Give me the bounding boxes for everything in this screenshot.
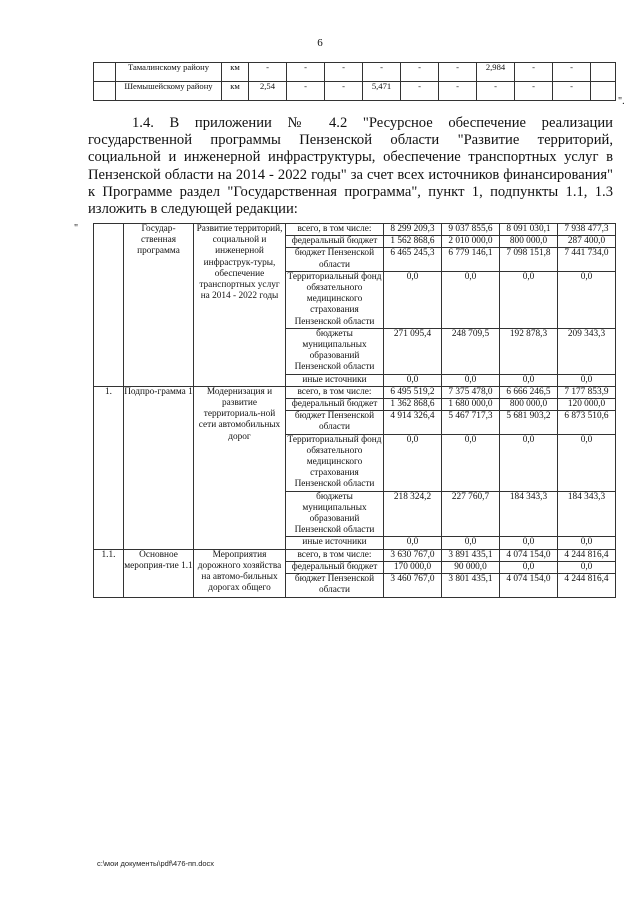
amount-cell: 6 495 519,2 [384, 386, 442, 398]
value-cell: - [439, 63, 477, 82]
funding-source: бюджеты муниципальных образований Пензенской области [286, 491, 384, 537]
amount-cell: 0,0 [500, 537, 558, 549]
amount-cell: 0,0 [558, 374, 616, 386]
amount-cell: 8 091 030,1 [500, 224, 558, 236]
amount-cell: 6 465 245,3 [384, 248, 442, 271]
amount-cell: 0,0 [442, 434, 500, 491]
amount-cell: 0,0 [442, 271, 500, 328]
value-cell: - [515, 82, 553, 101]
amount-cell: 0,0 [384, 537, 442, 549]
amount-cell: 227 760,7 [442, 491, 500, 537]
amendment-paragraph [88, 115, 613, 218]
amount-cell: 6 779 146,1 [442, 248, 500, 271]
amount-cell: 0,0 [384, 271, 442, 328]
funding-source: иные источники [286, 537, 384, 549]
amount-cell: 0,0 [500, 561, 558, 573]
empty-cell [94, 82, 116, 101]
item-number: 1.1. [94, 549, 124, 597]
empty-cell [94, 63, 116, 82]
funding-source: иные источники [286, 374, 384, 386]
amount-cell: 0,0 [558, 434, 616, 491]
value-cell: 2,984 [477, 63, 515, 82]
amount-cell: 800 000,0 [500, 236, 558, 248]
amount-cell: 0,0 [500, 374, 558, 386]
amount-cell: 5 467 717,3 [442, 411, 500, 434]
opening-quote: " [74, 223, 79, 234]
amount-cell: 2 010 000,0 [442, 236, 500, 248]
amount-cell: 7 375 478,0 [442, 386, 500, 398]
resource-row [94, 386, 616, 398]
amount-cell: 184 343,3 [558, 491, 616, 537]
value-cell: - [553, 63, 591, 82]
empty-cell [591, 63, 616, 82]
amount-cell: 218 324,2 [384, 491, 442, 537]
amount-cell: 800 000,0 [500, 399, 558, 411]
value-cell: - [325, 82, 363, 101]
amount-cell: 4 074 154,0 [500, 549, 558, 561]
amount-cell: 3 460 767,0 [384, 574, 442, 597]
value-cell: - [515, 63, 553, 82]
item-name: Модернизация и развитие территориаль-ной сети автомобильных дорог [194, 386, 286, 549]
district-name: Шемышейскому району [116, 82, 222, 101]
amount-cell: 8 299 209,3 [384, 224, 442, 236]
funding-source: Территориальный фонд обязательного медицинского страхования Пензенской области [286, 434, 384, 491]
prev-table-row [94, 63, 616, 82]
file-path-footer: c:\мои документы\pdf\476-пп.docx [97, 859, 215, 868]
funding-source: всего, в том числе: [286, 224, 384, 236]
value-cell: - [477, 82, 515, 101]
funding-source: федеральный бюджет [286, 399, 384, 411]
closing-quote: ". [618, 96, 625, 107]
amount-cell: 271 095,4 [384, 328, 442, 374]
amount-cell: 0,0 [500, 271, 558, 328]
funding-source: Территориальный фонд обязательного медицинского страхования Пензенской области [286, 271, 384, 328]
item-status: Государ-ственная программа [124, 224, 194, 387]
amount-cell: 90 000,0 [442, 561, 500, 573]
item-name: Мероприятия дорожного хозяйства на автомо-бильных дорогах общего [194, 549, 286, 597]
item-status: Основное мероприя-тие 1.1 [124, 549, 194, 597]
paragraph-text: 1.4. В приложении № 4.2 "Ресурсное обеспечение реализации государственной программы Пензенской области "Развитие территорий, социальной и инженерной инфраструктуры, обеспечение транспортных услуг в Пензенской области на 2014 - 2022 годы" за счет всех источников финансирования" к Программе раздел "Государственная программа", пункт 1, подпункты 1.1, 1.3 изложить в следующей редакции: [88, 115, 613, 218]
amount-cell: 287 400,0 [558, 236, 616, 248]
value-cell: - [287, 63, 325, 82]
resource-row [94, 224, 616, 236]
unit-cell: км [222, 63, 249, 82]
funding-source: бюджеты муниципальных образований Пензенской области [286, 328, 384, 374]
funding-source: всего, в том числе: [286, 549, 384, 561]
amount-cell: 9 037 855,6 [442, 224, 500, 236]
amount-cell: 184 343,3 [500, 491, 558, 537]
amount-cell: 0,0 [558, 271, 616, 328]
amount-cell: 1 562 868,6 [384, 236, 442, 248]
funding-source: федеральный бюджет [286, 236, 384, 248]
item-status: Подпро-грамма 1 [124, 386, 194, 549]
amount-cell: 170 000,0 [384, 561, 442, 573]
amount-cell: 4 914 326,4 [384, 411, 442, 434]
funding-source: всего, в том числе: [286, 386, 384, 398]
amount-cell: 3 630 767,0 [384, 549, 442, 561]
value-cell: - [249, 63, 287, 82]
amount-cell: 209 343,3 [558, 328, 616, 374]
empty-cell [591, 82, 616, 101]
value-cell: - [401, 63, 439, 82]
amount-cell: 0,0 [384, 434, 442, 491]
amount-cell: 7 938 477,3 [558, 224, 616, 236]
value-cell: - [325, 63, 363, 82]
resource-table [93, 223, 616, 598]
amount-cell: 5 681 903,2 [500, 411, 558, 434]
amount-cell: 0,0 [500, 434, 558, 491]
amount-cell: 6 666 246,5 [500, 386, 558, 398]
resource-row [94, 549, 616, 561]
value-cell: - [401, 82, 439, 101]
value-cell: - [287, 82, 325, 101]
item-name: Развитие территорий, социальной и инженерной инфраструк-туры, обеспечение транспортных услуг на 2014 - 2022 годы [194, 224, 286, 387]
item-number: 1. [94, 386, 124, 549]
amount-cell: 1 680 000,0 [442, 399, 500, 411]
funding-source: федеральный бюджет [286, 561, 384, 573]
amount-cell: 3 891 435,1 [442, 549, 500, 561]
amount-cell: 6 873 510,6 [558, 411, 616, 434]
funding-source: бюджет Пензенской области [286, 248, 384, 271]
page-number: 6 [317, 37, 323, 49]
item-number [94, 224, 124, 387]
amount-cell: 0,0 [442, 374, 500, 386]
amount-cell: 1 362 868,6 [384, 399, 442, 411]
amount-cell: 192 878,3 [500, 328, 558, 374]
value-cell: - [363, 63, 401, 82]
value-cell: - [439, 82, 477, 101]
previous-table [93, 62, 616, 101]
prev-table-row [94, 82, 616, 101]
amount-cell: 3 801 435,1 [442, 574, 500, 597]
amount-cell: 7 098 151,8 [500, 248, 558, 271]
unit-cell: км [222, 82, 249, 101]
value-cell: 2,54 [249, 82, 287, 101]
amount-cell: 248 709,5 [442, 328, 500, 374]
amount-cell: 7 177 853,9 [558, 386, 616, 398]
funding-source: бюджет Пензенской области [286, 574, 384, 597]
amount-cell: 4 244 816,4 [558, 574, 616, 597]
funding-source: бюджет Пензенской области [286, 411, 384, 434]
value-cell: - [553, 82, 591, 101]
amount-cell: 4 244 816,4 [558, 549, 616, 561]
amount-cell: 4 074 154,0 [500, 574, 558, 597]
amount-cell: 0,0 [558, 561, 616, 573]
amount-cell: 0,0 [558, 537, 616, 549]
district-name: Тамалинскому району [116, 63, 222, 82]
amount-cell: 0,0 [384, 374, 442, 386]
value-cell: 5,471 [363, 82, 401, 101]
amount-cell: 120 000,0 [558, 399, 616, 411]
amount-cell: 7 441 734,0 [558, 248, 616, 271]
amount-cell: 0,0 [442, 537, 500, 549]
